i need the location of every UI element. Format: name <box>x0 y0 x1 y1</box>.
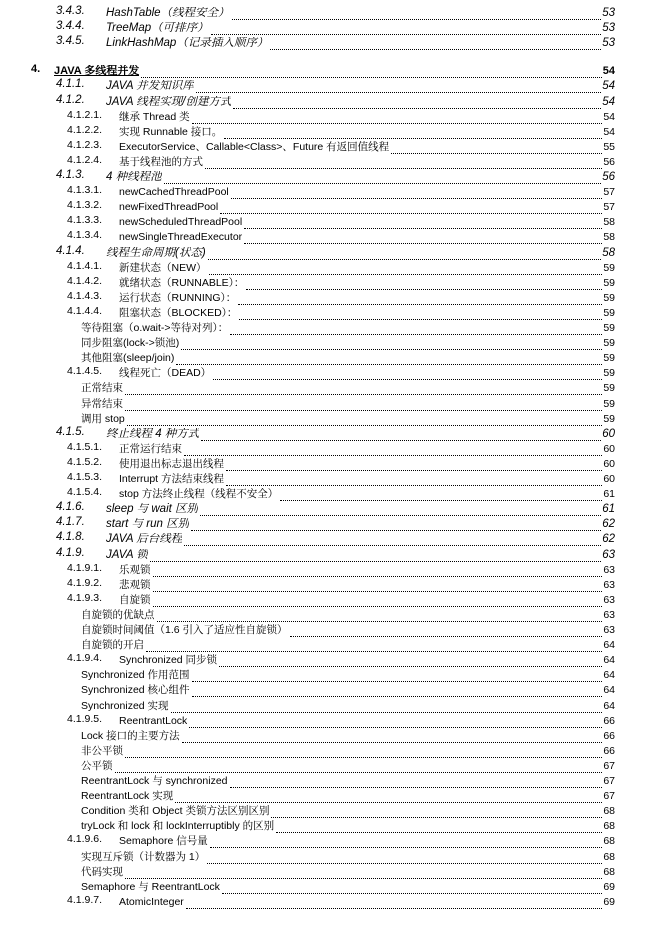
toc-entry[interactable] <box>0 139 650 154</box>
toc-entry-page: 68 <box>603 850 615 863</box>
toc-entry-title: newScheduledThreadPool <box>119 216 243 229</box>
toc-entry[interactable] <box>0 682 650 697</box>
toc-dot-leader <box>176 353 602 365</box>
toc-entry[interactable] <box>0 728 650 743</box>
toc-entry-page: 63 <box>603 563 615 576</box>
toc-dot-leader <box>201 429 601 441</box>
toc-entry[interactable] <box>0 154 650 169</box>
toc-entry-number: 3.4.3. <box>56 5 85 17</box>
toc-entry-title: 自旋锁的开启 <box>81 639 144 652</box>
toc-dot-leader <box>189 716 602 728</box>
toc-entry-title: TreeMap（可排序） <box>106 22 209 35</box>
toc-entry-page: 59 <box>603 397 615 410</box>
toc-entry-number: 4.1.9.2. <box>67 576 103 589</box>
toc-dot-leader <box>182 731 603 743</box>
toc-entry-page: 67 <box>603 775 615 787</box>
toc-entry-number: 4.1.8. <box>56 531 85 544</box>
toc-entry-page: 59 <box>603 352 615 365</box>
toc-dot-leader <box>230 323 602 335</box>
toc-entry[interactable] <box>0 350 650 365</box>
toc-entry-title: 使用退出标志退出线程 <box>119 457 224 470</box>
toc-entry-number: 4.1.2.1. <box>67 108 103 121</box>
toc-entry-title: JAVA 并发知识库 <box>106 80 194 93</box>
toc-entry[interactable] <box>0 320 650 335</box>
toc-dot-leader <box>231 187 603 199</box>
toc-entry-title: Lock 接口的主要方法 <box>81 729 180 742</box>
toc-entry-page: 57 <box>603 201 615 214</box>
toc-entry-page: 58 <box>603 216 615 229</box>
toc-dot-leader <box>171 701 603 713</box>
toc-dot-leader <box>191 519 601 531</box>
toc-entry-page: 54 <box>602 80 615 93</box>
toc-entry-number: 4.1.4.1. <box>67 259 103 272</box>
toc-dot-leader <box>192 112 603 124</box>
toc-dot-leader <box>222 882 602 894</box>
toc-entry[interactable] <box>0 788 650 803</box>
toc-entry[interactable] <box>0 305 650 320</box>
toc-entry-title: 调用 stop <box>81 412 125 425</box>
toc-entry[interactable] <box>0 698 650 713</box>
toc-dot-leader <box>150 550 601 562</box>
toc-entry-title: Semaphore 信号量 <box>119 835 208 848</box>
toc-entry[interactable] <box>0 229 650 244</box>
toc-entry-page: 69 <box>603 895 615 908</box>
toc-entry-title: AtomicInteger <box>119 895 184 908</box>
toc-entry-page: 66 <box>603 714 615 727</box>
toc-entry-number: 4.1.7. <box>56 516 85 529</box>
toc-entry[interactable] <box>0 803 650 818</box>
toc-entry-title: HashTable（线程安全） <box>106 7 230 19</box>
toc-entry-title: 4 种线程池 <box>106 171 162 183</box>
toc-entry-number: 4.1.3.4. <box>67 229 103 242</box>
toc-entry-title: 阻塞状态（BLOCKED）： <box>119 306 238 319</box>
toc-entry-page: 54 <box>603 125 615 138</box>
toc-entry[interactable] <box>0 864 650 879</box>
toc-entry[interactable] <box>0 531 650 546</box>
toc-entry-page: 59 <box>603 261 615 274</box>
toc-entry-number: 4.1.3.2. <box>67 199 103 212</box>
toc-dot-leader <box>153 595 603 607</box>
toc-entry[interactable] <box>0 426 650 441</box>
toc-entry-page: 67 <box>603 790 615 803</box>
toc-entry-title: Synchronized 核心组件 <box>81 684 190 697</box>
toc-entry-page: 54 <box>603 110 615 123</box>
toc-entry-page: 64 <box>603 684 615 697</box>
toc-entry[interactable] <box>0 94 650 109</box>
toc-entry-title: 就绪状态（RUNNABLE）： <box>119 276 245 289</box>
toc-entry-title: 继承 Thread 类 <box>119 110 190 123</box>
toc-entry[interactable] <box>0 849 650 864</box>
toc-entry[interactable] <box>0 637 650 652</box>
toc-entry-title: 公平锁 <box>81 759 113 772</box>
toc-dot-leader <box>233 97 601 109</box>
toc-entry-page: 53 <box>602 7 615 19</box>
toc-entry-title: 同步阻塞(lock->锁池) <box>81 337 180 350</box>
toc-dot-leader <box>210 836 603 848</box>
toc-entry-title: start 与 run 区别 <box>106 518 190 531</box>
toc-entry-title: Condition 类和 Object 类锁方法区别区别 <box>81 805 270 818</box>
toc-entry-page: 59 <box>603 337 615 350</box>
toc-entry-title: 非公平锁 <box>81 744 123 757</box>
toc-entry-page: 68 <box>603 835 615 848</box>
toc-entry-title: JAVA 多线程并发 <box>54 65 140 78</box>
toc-entry-title: JAVA 线程实现/创建方式 <box>106 95 232 108</box>
toc-entry-page: 63 <box>603 578 615 591</box>
toc-entry-page: 61 <box>603 488 615 501</box>
toc-entry[interactable] <box>0 879 650 894</box>
toc-entry-title: 实现互斥锁（计数器为 1） <box>81 850 206 863</box>
toc-entry-title: ReentrantLock 与 synchronized <box>81 775 228 787</box>
toc-entry-number: 4.1.5.2. <box>67 455 103 468</box>
toc-entry-page: 59 <box>603 291 615 304</box>
toc-entry[interactable] <box>0 562 650 577</box>
toc-dot-leader <box>271 806 602 818</box>
toc-entry-title: tryLock 和 lock 和 lockInterruptibly 的区别 <box>81 820 275 833</box>
toc-entry[interactable] <box>0 471 650 486</box>
toc-dot-leader <box>219 655 602 667</box>
toc-entry-number: 4.1.9.6. <box>67 833 103 846</box>
toc-entry-page: 63 <box>603 593 615 606</box>
toc-dot-leader <box>196 81 601 93</box>
toc-entry-title: Synchronized 同步锁 <box>119 654 218 667</box>
toc-entry-number: 4.1.1. <box>56 78 85 91</box>
toc-entry-title: ReentrantLock 实现 <box>81 790 174 803</box>
toc-entry-title: stop 方法终止线程（线程不安全） <box>119 488 279 501</box>
toc-entry[interactable] <box>0 592 650 607</box>
toc-entry-page: 60 <box>603 442 615 455</box>
toc-entry-title: Synchronized 实现 <box>81 699 169 712</box>
toc-entry-page: 53 <box>602 37 615 50</box>
toc-entry-title: 乐观锁 <box>119 563 151 576</box>
toc-dot-leader <box>224 127 602 139</box>
toc-dot-leader <box>175 791 602 803</box>
toc-entry-number: 3.4.4. <box>56 20 85 33</box>
toc-entry-title: JAVA 锁 <box>106 548 148 561</box>
toc-entry[interactable] <box>0 758 650 773</box>
toc-entry-title: 等待阻塞（o.wait->等待对列）： <box>81 322 229 334</box>
toc-entry[interactable] <box>0 5 650 20</box>
toc-entry[interactable] <box>0 199 650 214</box>
toc-entry-page: 58 <box>603 231 615 244</box>
toc-entry[interactable] <box>0 607 650 622</box>
toc-entry-page: 56 <box>603 155 615 168</box>
toc-dot-leader <box>146 640 602 652</box>
toc-dot-leader <box>290 625 603 637</box>
toc-entry-title: 异常结束 <box>81 397 123 410</box>
toc-dot-leader <box>246 278 602 290</box>
toc-entry-page: 59 <box>603 322 615 334</box>
toc-entry-page: 63 <box>603 608 615 621</box>
toc-dot-leader <box>127 414 603 426</box>
toc-entry[interactable] <box>0 380 650 395</box>
toc-entry-title: 终止线程 4 种方式 <box>106 427 200 440</box>
toc-entry-number: 4.1.2. <box>56 93 85 106</box>
toc-entry[interactable] <box>0 35 650 50</box>
toc-dot-leader <box>125 399 602 411</box>
toc-entry-page: 59 <box>603 382 615 395</box>
toc-entry[interactable] <box>0 365 650 380</box>
toc-entry-number: 4.1.9.5. <box>67 712 103 725</box>
toc-entry-title: ReentrantLock <box>119 714 188 727</box>
toc-entry-page: 63 <box>602 548 615 561</box>
toc-entry[interactable] <box>0 652 650 667</box>
toc-dot-leader <box>153 565 603 577</box>
toc-dot-leader <box>184 534 601 546</box>
toc-entry-number: 4.1.4.2. <box>67 274 103 287</box>
toc-dot-leader <box>226 474 602 486</box>
toc-entry-page: 64 <box>603 699 615 712</box>
toc-entry-page: 63 <box>603 624 615 636</box>
toc-entry-page: 68 <box>603 865 615 878</box>
toc-entry[interactable] <box>0 275 650 290</box>
toc-entry-title: 正常运行结束 <box>119 442 182 455</box>
toc-dot-leader <box>181 338 602 350</box>
toc-dot-leader <box>230 776 603 788</box>
toc-entry-title: 基于线程池的方式 <box>119 155 203 168</box>
toc-entry-title: 新建状态（NEW） <box>119 261 207 274</box>
toc-entry[interactable] <box>0 713 650 728</box>
toc-entry-page: 54 <box>602 95 615 108</box>
toc-entry-title: 悲观锁 <box>119 578 151 591</box>
toc-entry-page: 64 <box>603 669 615 682</box>
toc-entry[interactable] <box>0 516 650 531</box>
toc-entry-title: 自旋锁 <box>119 593 151 606</box>
toc-dot-leader <box>238 293 602 305</box>
toc-entry-number: 4.1.4. <box>56 244 85 257</box>
toc-dot-leader <box>192 670 603 682</box>
toc-entry-page: 59 <box>603 306 615 319</box>
toc-entry-number: 4.1.9.7. <box>67 893 103 906</box>
toc-entry-page: 55 <box>603 140 615 153</box>
toc-entry[interactable] <box>0 290 650 305</box>
toc-entry-number: 4.1.4.3. <box>67 289 103 302</box>
toc-dot-leader <box>232 8 602 20</box>
toc-entry-page: 64 <box>603 639 615 652</box>
toc-entry-title: 自旋锁时间阈值（1.6 引入了适应性自旋锁） <box>81 624 288 636</box>
toc-entry-title: Semaphore 与 ReentrantLock <box>81 880 220 893</box>
toc-dot-leader <box>153 580 603 592</box>
toc-entry-page: 66 <box>603 729 615 742</box>
toc-entry[interactable] <box>0 78 650 93</box>
toc-entry-page: 60 <box>603 473 615 485</box>
toc-dot-leader <box>207 852 602 864</box>
toc-entry-page: 59 <box>603 276 615 289</box>
toc-entry-number: 4.1.4.5. <box>67 365 103 378</box>
toc-entry-page: 69 <box>603 880 615 893</box>
toc-dot-leader <box>164 172 602 184</box>
toc-dot-leader <box>141 66 601 78</box>
toc-dot-leader <box>280 489 602 501</box>
toc-dot-leader <box>157 610 603 622</box>
toc-entry-title: 正常结束 <box>81 382 123 395</box>
toc-entry-title: 运行状态（RUNNING）： <box>119 291 237 304</box>
toc-dot-leader <box>200 504 601 516</box>
toc-entry-page: 53 <box>602 22 615 35</box>
toc-entry[interactable] <box>0 818 650 833</box>
toc-entry[interactable] <box>0 577 650 592</box>
toc-entry-number: 4.1.9.1. <box>67 561 103 574</box>
toc-entry-number: 4.1.9.4. <box>67 652 103 665</box>
toc-entry[interactable] <box>0 169 650 184</box>
toc-entry[interactable] <box>0 260 650 275</box>
toc-entry-title: 代码实现 <box>81 865 123 878</box>
toc-entry-page: 67 <box>603 759 615 772</box>
toc-entry[interactable] <box>0 245 650 260</box>
toc-entry-page: 57 <box>603 186 615 199</box>
toc-entry-number: 4. <box>31 63 41 76</box>
toc-entry-page: 62 <box>602 518 615 531</box>
toc-entry[interactable] <box>0 20 650 35</box>
toc-entry-number: 4.1.9. <box>56 546 85 559</box>
toc-entry[interactable] <box>0 547 650 562</box>
toc-dot-leader <box>208 248 602 260</box>
toc-entry-number: 4.1.6. <box>56 501 85 514</box>
toc-entry-page: 68 <box>603 820 615 833</box>
toc-entry-page: 66 <box>603 744 615 757</box>
toc-dot-leader <box>125 383 602 395</box>
toc-entry-title: 线程死亡（DEAD） <box>119 367 212 380</box>
toc-entry-number: 3.4.5. <box>56 35 85 48</box>
toc-entry-number: 4.1.3.3. <box>67 214 103 227</box>
toc-entry-title: 线程生命周期(状态) <box>106 246 206 259</box>
toc-entry-number: 4.1.4.4. <box>67 304 103 317</box>
toc-entry[interactable] <box>0 63 650 78</box>
toc-dot-leader <box>270 38 601 50</box>
toc-entry-page: 62 <box>602 533 615 546</box>
toc-dot-leader <box>226 459 602 471</box>
toc-entry-number: 4.1.3.1. <box>67 184 103 197</box>
toc-entry[interactable] <box>0 335 650 350</box>
toc-entry-page: 59 <box>603 412 615 425</box>
toc-entry-title: 实现 Runnable 接口。 <box>119 125 223 138</box>
toc-dot-leader <box>220 202 602 214</box>
toc-entry-number: 4.1.5.1. <box>67 440 103 453</box>
toc-entry[interactable] <box>0 667 650 682</box>
toc-dot-leader <box>391 142 602 154</box>
toc-entry-number: 4.1.5.4. <box>67 486 103 499</box>
toc-entry[interactable] <box>0 396 650 411</box>
toc-entry[interactable] <box>0 109 650 124</box>
toc-entry-title: Interrupt 方法结束线程 <box>119 473 225 485</box>
toc-entry-number: 4.1.2.3. <box>67 138 103 151</box>
toc-entry-page: 60 <box>602 427 615 440</box>
toc-dot-leader <box>239 308 602 320</box>
toc-entry[interactable] <box>0 486 650 501</box>
toc-dot-leader <box>192 685 603 697</box>
toc-entry-number: 4.1.2.2. <box>67 123 103 136</box>
toc-entry[interactable] <box>0 743 650 758</box>
toc-entry-page: 58 <box>602 246 615 259</box>
toc-entry[interactable] <box>0 124 650 139</box>
toc-entry[interactable] <box>0 184 650 199</box>
toc-entry-number: 4.1.5.3. <box>67 471 103 483</box>
toc-entry-page: 59 <box>603 367 615 380</box>
toc-entry-page: 60 <box>603 457 615 470</box>
toc-dot-leader <box>205 157 602 169</box>
toc-entry-page: 68 <box>603 805 615 818</box>
toc-entry-title: newCachedThreadPool <box>119 186 229 199</box>
toc-dot-leader <box>186 897 603 909</box>
toc-entry-page: 56 <box>602 171 615 183</box>
toc-entry[interactable] <box>0 214 650 229</box>
toc-entry-title: 自旋锁的优缺点 <box>81 608 155 621</box>
toc-dot-leader <box>211 23 602 35</box>
toc-entry-title: Synchronized 作用范围 <box>81 669 190 682</box>
toc-entry-page: 61 <box>602 503 615 516</box>
toc-entry[interactable] <box>0 773 650 788</box>
toc-entry[interactable] <box>0 501 650 516</box>
toc-entry[interactable] <box>0 411 650 426</box>
toc-dot-leader <box>213 368 602 380</box>
toc-dot-leader <box>244 232 602 244</box>
toc-entry-title: sleep 与 wait 区别 <box>106 503 199 516</box>
toc-dot-leader <box>125 746 602 758</box>
toc-entry-number: 4.1.3. <box>56 169 85 181</box>
toc-entry-number: 4.1.9.3. <box>67 591 103 604</box>
toc-entry-title: 其他阻塞(sleep/join) <box>81 352 175 365</box>
toc-entry-number: 4.1.5. <box>56 425 85 438</box>
toc-dot-leader <box>115 761 603 773</box>
toc-entry-number: 4.1.2.4. <box>67 153 103 166</box>
toc-entry-page: 54 <box>602 65 615 78</box>
toc-entry[interactable] <box>0 833 650 848</box>
toc-entry-title: newFixedThreadPool <box>119 201 219 214</box>
toc-dot-leader <box>184 444 602 456</box>
toc-entry[interactable] <box>0 894 650 909</box>
toc-entry[interactable] <box>0 456 650 471</box>
toc-entry-title: LinkHashMap（记录插入顺序） <box>106 37 269 50</box>
toc-dot-leader <box>276 821 602 833</box>
toc-entry-page: 64 <box>603 654 615 667</box>
toc-dot-leader <box>125 867 602 879</box>
toc-entry-title: newSingleThreadExecutor <box>119 231 243 244</box>
toc-entry[interactable] <box>0 441 650 456</box>
toc-dot-leader <box>209 263 603 275</box>
toc-dot-leader <box>244 217 602 229</box>
toc-entry[interactable] <box>0 622 650 637</box>
toc-entry-title: JAVA 后台线程 <box>106 533 183 546</box>
toc-entry-title: ExecutorService、Callable<Class>、Future 有返回值线程 <box>119 140 390 153</box>
